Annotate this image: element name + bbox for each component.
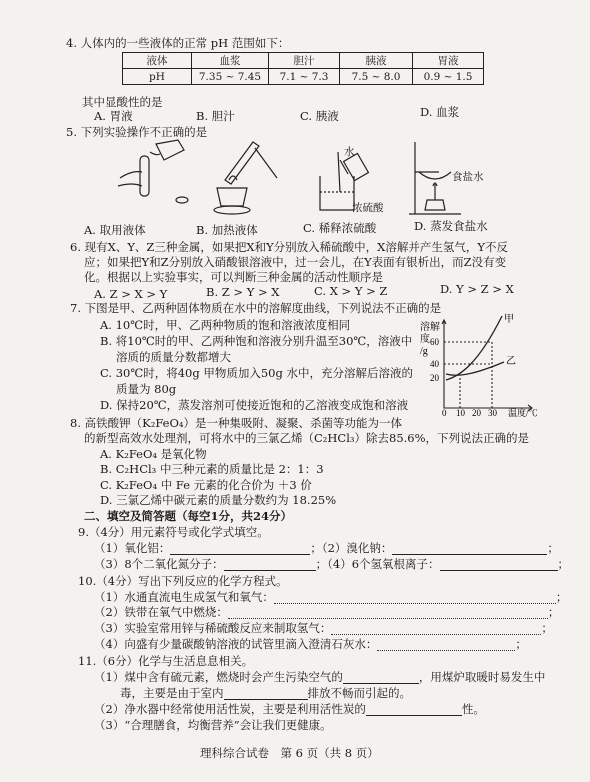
q4-stem: 4. 人体内的一些液体的正常 pH 范围如下： [66,36,290,50]
q5-option-b: B. 加热液体 [196,223,258,237]
q11-item-2: 毒，主要是由于室内 [120,686,224,700]
answer-blank[interactable] [331,623,541,635]
q11-item-1: （1）煤中含有硫元素，燃烧时会产生污染空气的 [94,670,343,684]
q6-option-b: B. Z > Y > X [206,285,280,299]
q7-option-d: D. 保持20℃，蒸发溶剂可使接近饱和的乙溶液变成饱和溶液 [100,398,409,412]
table-cell: 7.35 ~ 7.45 [192,69,269,85]
answer-blank[interactable] [366,704,462,716]
q11-row-4: （3）“合理膳食，均衡营养”会让我们更健康。 [94,718,332,732]
y-label-3: /g [420,346,428,357]
q11-stem: 11.（6分）化学与生活息息相关。 [78,654,254,668]
q6-option-a: A. Z > X > Y [94,287,168,301]
q11-row-1 [94,670,545,684]
figure-a-take-liquid [110,138,200,210]
y-tick-20: 20 [430,373,439,383]
q5-option-a: A. 取用液体 [84,223,146,237]
table-cell: 胆汁 [269,53,340,69]
x-tick-30: 30 [488,408,497,417]
answer-blank[interactable] [224,688,308,700]
q8-line-1: 8. 高铁酸钾（K₂FeO₄）是一种集吸附、凝聚、杀菌等功能为一体 [70,416,403,430]
answer-blank[interactable] [170,543,310,555]
q9-item-3: （3）8个二氧化氮分子： [94,557,224,571]
q6-line-2: 应；如果把Y和Z分别放入硝酸银溶液中，过一会儿，在Y表面有银析出，而Z没有变 [84,255,507,269]
answer-blank[interactable] [224,559,316,571]
q6-line-1: 6. 现有X、Y、Z三种金属，如果把X和Y分别放入稀硫酸中，X溶解并产生氢气，Y不反 [70,240,508,254]
q6-option-c: C. X > Y > Z [314,284,388,298]
q10-item-3: （3）实验室常用锌与稀硫酸反应来制取氢气： [94,621,332,635]
series-yi-curve [446,362,504,375]
table-cell: 胃液 [413,53,484,69]
table-cell: 液体 [123,53,192,69]
label-saltwater: 食盐水 [452,171,484,183]
q7-option-b-cont: 溶质的质量分数都增大 [116,350,231,364]
q11-row-2 [120,686,411,700]
q10-row-4 [94,637,527,651]
x-tick-20: 20 [472,408,481,417]
answer-blank[interactable] [274,592,556,604]
series-label-yi: 乙 [506,356,516,367]
q8-option-a: A. K₂FeO₄ 是氧化物 [100,447,207,461]
table-row [123,53,484,69]
answer-blank[interactable] [440,559,558,571]
q5-stem: 5. 下列实验操作不正确的是 [66,125,208,139]
q4-option-d: D. 血浆 [420,105,460,119]
page-footer: 理科综合试卷 第 6 页（共 8 页） [200,746,379,760]
ph-table [122,52,484,85]
q6-option-d: D. Y > Z > X [440,282,514,296]
q9-item-4: ；（4）6个氢氧根离子： [315,557,440,571]
table-row [123,69,484,85]
q5-option-d: D. 蒸发食盐水 [414,219,488,233]
q10-item-4: （4）向盛有少量碳酸钠溶液的试管里滴入澄清石灰水： [94,637,378,651]
q7-option-a: A. 10℃时，甲、乙两种物质的饱和溶液浓度相同 [100,318,351,332]
q10-row-3 [94,621,553,635]
series-label-jia: 甲 [504,314,514,325]
answer-blank[interactable] [377,639,515,651]
q9-end: ； [547,541,559,555]
q10-end: ； [555,590,568,604]
q4-question: 其中显酸性的是 [82,95,163,109]
q8-option-c: C. K₂FeO₄ 中 Fe 元素的化合价为 ＋3 价 [100,478,312,492]
q11-item-3: （2）净水器中经常使用活性炭，主要是利用活性炭的 [94,702,366,716]
section-2-heading: 二、填空及简答题（每空1分，共24分） [84,509,293,523]
q7-stem: 7. 下图是甲、乙两种固体物质在水中的溶解度曲线，下列说法不正确的是 [70,301,442,315]
q10-end: ； [541,621,553,635]
solubility-chart [420,312,570,417]
x-axis-label: 温度/℃ [508,408,538,417]
q8-option-d: D. 三氯乙烯中碳元素的质量分数约为 18.25% [100,493,337,507]
q9-end: ； [557,557,570,571]
q9-row-2 [94,557,569,571]
q7-option-c: C. 30℃时，将40g 甲物质加入50g 水中，充分溶解后溶液的 [100,366,413,380]
label-water: 水 [344,146,355,158]
q10-row-1 [94,590,567,604]
q4-option-a: A. 胃液 [94,109,133,123]
label-acid: 浓硫酸 [352,202,384,214]
q6-line-3: 化。根据以上实验事实，可以判断三种金属的活动性顺序是 [84,270,383,284]
q9-row-1 [94,541,559,555]
figure-b-heat-liquid [205,138,290,218]
q11-item-3-cont: 性。 [461,702,485,716]
q10-end: ； [515,637,527,651]
q9-item-1: （1）氧化铝： [94,541,171,555]
table-cell: 胰液 [340,53,413,69]
q8-option-b: B. C₂HCl₃ 中三种元素的质量比是 2：1：3 [100,462,324,476]
q4-option-c: C. 胰液 [300,109,339,123]
q10-item-2: （2）铁带在氧气中燃烧： [94,605,228,619]
q10-item-1: （1）水通直流电生成氢气和氧气： [94,590,274,604]
answer-blank[interactable] [343,672,419,684]
series-jia-curve [446,316,502,380]
y-label-2: 度 [420,334,430,345]
table-cell: 7.5 ~ 8.0 [340,69,413,85]
table-cell: pH [123,69,192,85]
q5-option-c: C. 稀释浓硫酸 [303,221,377,235]
table-cell: 血浆 [192,53,269,69]
x-tick-0: 0 [442,408,447,417]
q7-option-c-cont: 质量为 80g [116,382,177,396]
q9-item-2: ；（2）溴化钠： [310,541,393,555]
y-label-1: 溶解 [420,322,440,333]
q10-row-2 [94,605,559,619]
q7-option-b: B. 将10℃时的甲、乙两种饱和溶液分别升温至30℃，溶液中 [100,334,413,348]
y-tick-40: 40 [430,359,439,369]
y-tick-60: 60 [430,337,439,347]
q11-row-3 [94,702,485,716]
q9-stem: 9.（4分）用元素符号或化学式填空。 [78,525,269,539]
table-cell: 0.9 ~ 1.5 [413,69,484,85]
q10-end: ； [547,605,560,619]
x-tick-10: 10 [456,408,465,417]
q10-stem: 10.（4分）写出下列反应的化学方程式。 [78,574,288,588]
q8-line-2: 的新型高效水处理剂，可将水中的三氯乙烯（C₂HCl₃）除去85.6%，下列说法正确的是 [84,431,530,445]
answer-blank[interactable] [228,607,548,619]
q4-option-b: B. 胆汁 [196,109,235,123]
answer-blank[interactable] [392,543,547,555]
q11-item-1-cont: ，用煤炉取暖时易发生中 [418,670,546,684]
table-cell: 7.1 ~ 7.3 [269,69,340,85]
q11-item-2-cont: 排放不畅而引起的。 [307,686,411,700]
